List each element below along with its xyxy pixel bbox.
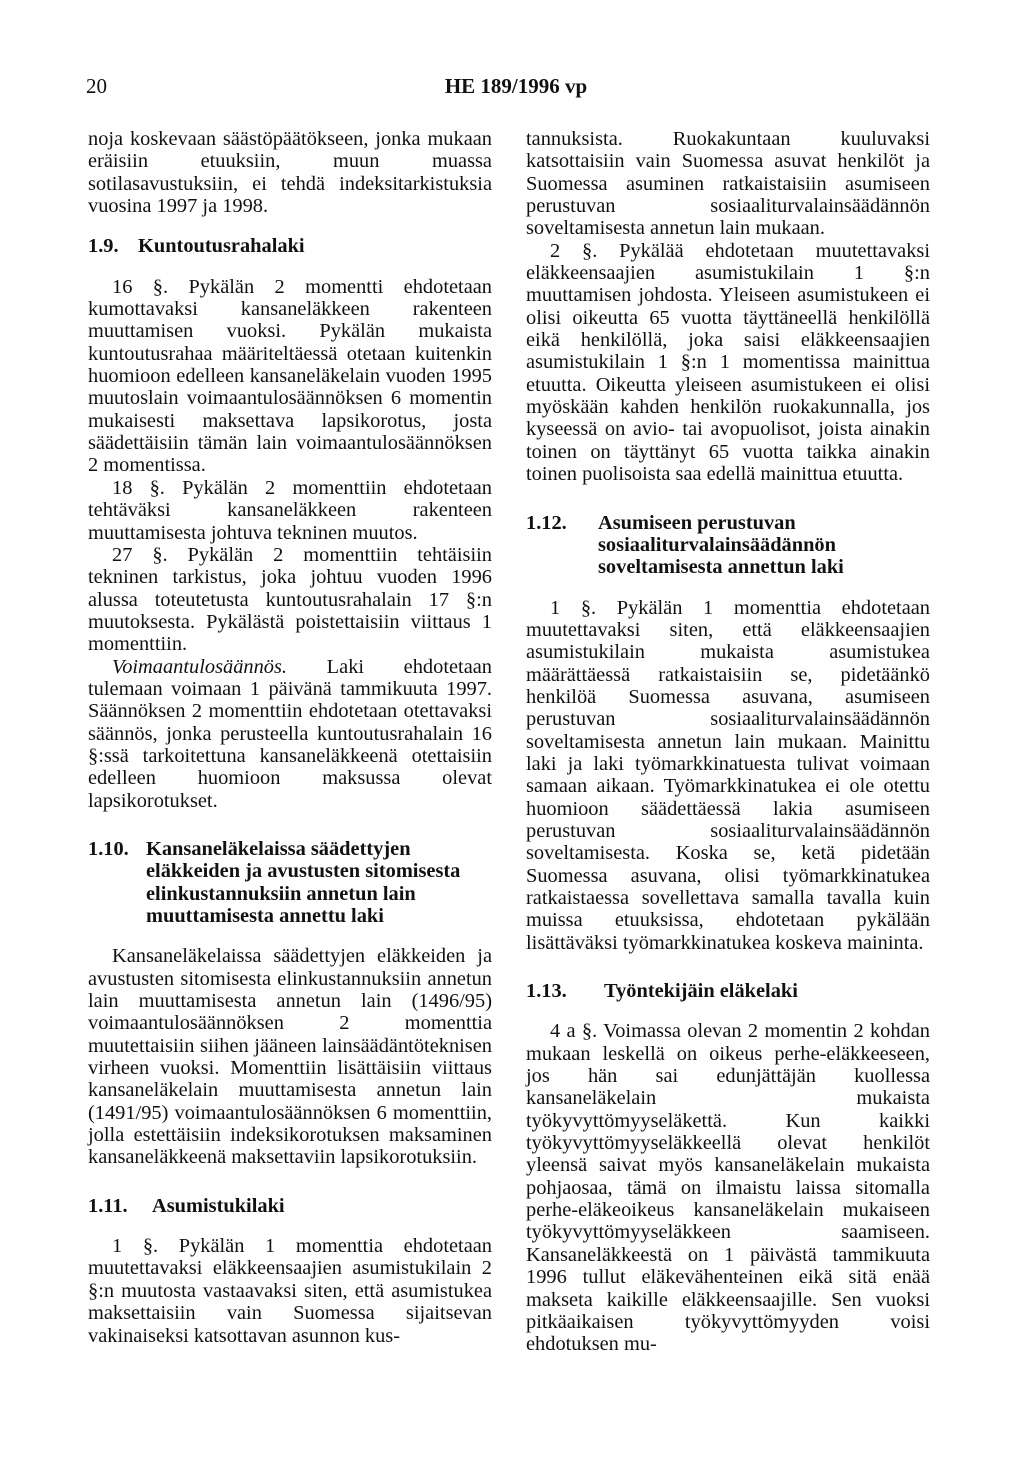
page-number: 20 [86, 74, 107, 98]
section-number: 1.11. [88, 1194, 128, 1217]
section-title: Työntekijäin eläkelaki [604, 980, 798, 1003]
page-header [86, 74, 946, 104]
section-heading-1-10 [88, 838, 492, 927]
section-heading-1-9 [88, 235, 492, 257]
document-id: HE 189/1996 vp [444, 74, 588, 98]
left-column [88, 128, 492, 1347]
section-heading-1-13 [526, 980, 930, 1002]
section-number: 1.12. [526, 511, 567, 534]
section-title: Kuntoutusrahalaki [138, 235, 305, 258]
section-number: 1.10. [88, 837, 129, 860]
paragraph: noja koskevaan säästöpäätökseen, jonka mukaan eräisiin etuuksiin, muun muassa sotilasavustuksiin, ei tehdä indeksitarkistuksia vuosina 1997 ja 1998. [88, 128, 492, 218]
section-title: Asumistukilaki [152, 1194, 285, 1217]
paragraph: 4 a §. Voimassa olevan 2 momentin 2 kohdan mukaan leskellä on oikeus perhe-eläkkeeseen, jos hän sai edunjättäjän kuollessa kansaneläkelain mukaista työkyvyttömyyseläkettä. Kun kaikki työkyvyttömyyseläkkeellä olevat henkilöt yleensä saivat myös kansaneläkelain mukaista pohjaosaa, tämä on ilmaistu laissa sitomalla perhe-eläkeoikeus kansaneläkelain mukaiseen työkyvyttömyyseläkkeen saamiseen. Kansaneläkkeestä on 1 päivästä tammikuuta 1996 tullut eläkevähenteinen eikä sitä enää makseta kaikille eläkkeensaajille. Sen vuoksi pitkäaikaisen työkyvyttömyyden voisi ehdotuksen mu- [526, 1020, 930, 1356]
section-heading-1-12 [526, 512, 930, 579]
paragraph: tannuksista. Ruokakuntaan kuuluvaksi katsottaisiin vain Suomessa asuvat henkilöt ja Suomessa asuminen ratkaistaisiin asumiseen perustuvan sosiaaliturvalainsäädännön soveltamisesta annetun lain mukaan. [526, 128, 930, 240]
paragraph [88, 656, 492, 812]
italic-term: Voimaantulosäännös. [112, 655, 288, 678]
paragraph: 1 §. Pykälän 1 momenttia ehdotetaan muutettavaksi siten, että eläkkeensaajien asumistukilain mukaista asumistukea määrättäessä ratkaistaisiin se, pidetäänkö henkilöä Suomessa asuvana, asumiseen perustuvan sosiaaliturvalainsäädännön soveltamisesta annetun lain mukaan. Mainittu laki ja laki työmarkkinatuesta tulivat voimaan samaan aikaan. Työmarkkinatukea ei ole otettu huomioon säädettäessä lakia asumiseen perustuvan sosiaaliturvalainsäädännön soveltamisesta. Koska se, ketä pidetään Suomessa asuvana, olisi työmarkkinatukea ratkaistaessa sovellettava samalla tavalla kuin muissa etuuksissa, ehdotetaan pykälään lisättäväksi työmarkkinatukea koskeva maininta. [526, 596, 930, 954]
paragraph: 1 §. Pykälän 1 momenttia ehdotetaan muutettavaksi eläkkeensaajien asumistukilain 2 §:n muutosta vastaavaksi siten, että asumistukea maksettaisiin vain Suomessa sijaitsevan vakinaiseksi katsottavan asunnon kus- [88, 1235, 492, 1347]
paragraph-text: Laki ehdotetaan tulemaan voimaan 1 päivänä tammikuuta 1997. Säännöksen 2 momenttiin ehdotetaan otettavaksi säännös, jonka perusteella kuntoutusrahalain 16 §:ssä tarkoitettuna kansaneläkkeenä otettaisiin edelleen huomioon maksussa olevat lapsikorotukset. [88, 655, 492, 812]
paragraph: 27 §. Pykälän 2 momenttiin tehtäisiin tekninen tarkistus, joka johtuu vuoden 1996 alussa toteutetusta kuntoutusrahalain 17 §:n muutoksesta. Pykälästä poistettaisiin viittaus 1 momenttiin. [88, 543, 492, 656]
right-column [526, 128, 930, 1356]
paragraph: 16 §. Pykälän 2 momentti ehdotetaan kumottavaksi kansaneläkkeen rakenteen muuttamisen vuoksi. Pykälän mukaista kuntoutusrahaa määriteltäessä otetaan kuitenkin huomioon edelleen kansaneläkelain vuoden 1995 muutoslain voimaantulosäännöksen 6 momentin mukaisesti maksettava lapsikorotus, josta säädettäisiin tämän lain voimaantulosäännöksen 2 momentissa. [88, 275, 492, 477]
section-title: Asumiseen perustuvan sosiaaliturvalainsäädännön soveltamisesta annettun laki [598, 511, 844, 579]
section-title: Kansaneläkelaissa säädettyjen eläkkeiden ja avustusten sitomisesta elinkustannuksiin annetun lain muuttamisesta annettu laki [146, 837, 461, 927]
section-number: 1.13. [526, 980, 567, 1003]
section-heading-1-11 [88, 1195, 492, 1217]
section-number: 1.9. [88, 235, 119, 258]
paragraph: Kansaneläkelaissa säädettyjen eläkkeiden ja avustusten sitomisesta elinkustannuksiin annetun lain muuttamisesta annetun lain (1496/95) voimaantulosäännöksen 2 momenttia muutettaisiin siihen jääneen lainsäädäntöteknisen virheen vuoksi. Momenttiin lisättäisiin viittaus kansaneläkelain muuttamisesta annetun lain (1491/95) voimaantulosäännöksen 6 momenttiin, jolla estettäisiin indeksikorotuksen maksaminen kansaneläkkeenä maksettaviin lapsikorotuksiin. [88, 945, 492, 1169]
paragraph: 2 §. Pykälää ehdotetaan muutettavaksi eläkkeensaajien asumistukilain 1 §:n muuttamisen johdosta. Yleiseen asumistukeen ei olisi oikeutta 65 vuotta täyttäneellä henkilöllä eikä henkilöllä, joka saisi eläkkeensaajien asumistukilain 1 §:n 1 momentissa mainittua etuutta. Oikeutta yleiseen asumistukeen ei olisi myöskään kahden henkilön ruokakunnalla, jos kyseessä on avio- tai avopuolisot, joista ainakin toinen on täyttänyt 65 vuotta taikka ainakin toinen puolisoista saa edellä mainittua etuutta. [526, 239, 930, 486]
paragraph: 18 §. Pykälän 2 momenttiin ehdotetaan tehtäväksi kansaneläkkeen rakenteen muuttamisesta johtuva tekninen muutos. [88, 476, 492, 544]
